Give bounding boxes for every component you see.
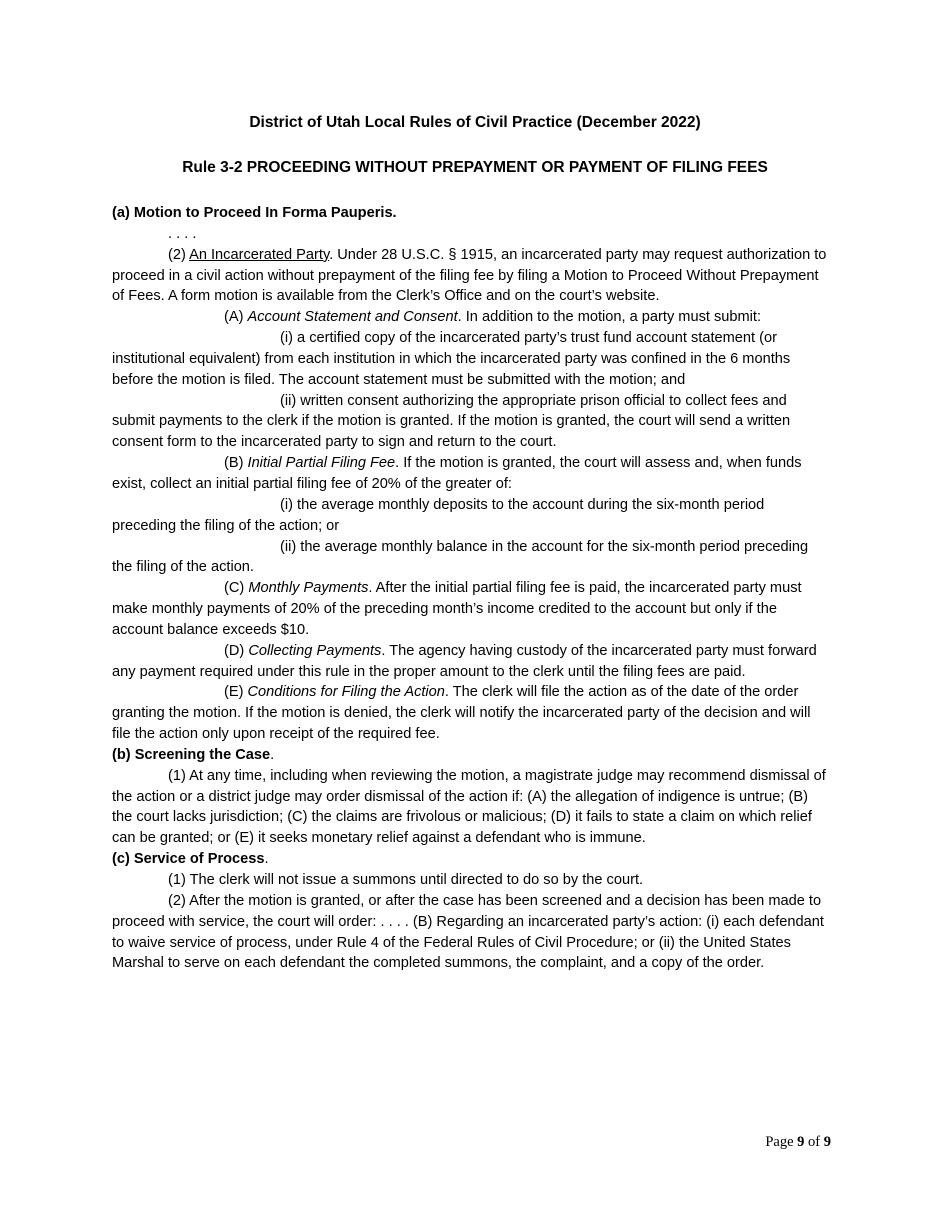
- subparagraph-E: [112, 682, 832, 745]
- rule-title: Rule 3-2 PROCEEDING WITHOUT PREPAYMENT OR PAYMENT OF FILING FEES: [182, 159, 768, 176]
- subparagraph-C-label: (C): [224, 580, 249, 597]
- subparagraph-A-label: (A): [224, 309, 248, 326]
- page-number: 9: [797, 1134, 805, 1150]
- subparagraph-B-title: Initial Partial Filing Fee: [247, 455, 396, 472]
- subparagraph-B-text: . If the motion is granted, the court will assess and, when funds exist, collect an initial partial filing fee of 20% of the greater of:: [112, 455, 802, 492]
- clause-A-ii: (ii) written consent authorizing the appropriate prison official to collect fees and submit payments to the clerk if the motion is granted. If the motion is granted, the court will send a written consent form to the incarcerated party to sign and return to the court.: [112, 392, 791, 451]
- document-body: [112, 203, 832, 974]
- section-c-heading-period: .: [264, 851, 269, 868]
- subparagraph-D-title: Collecting Payments: [248, 642, 382, 659]
- subparagraph-E-text: . The clerk will file the action as of the date of the order granting the motion. If the motion is denied, the clerk will notify the incarcerated party of the decision and will file the action only upon receipt of the required fee.: [112, 684, 811, 743]
- section-b-heading-period: .: [270, 746, 275, 763]
- paragraph-b1: (1) At any time, including when reviewing the motion, a magistrate judge may recommend dismissal of the action or a district judge may order dismissal of the action if: (A) the allegation of indigence is untrue; (B) the court lacks jurisdiction; (C) the claims are frivolous or malicious; (D) it fails to state a claim on which relief can be granted; or (E) it seeks monetary relief against a defendant who is immune.: [112, 767, 826, 847]
- subparagraph-C: [112, 578, 832, 641]
- document-title: District of Utah Local Rules of Civil Practice (December 2022): [249, 114, 701, 131]
- subparagraph-B: [112, 453, 832, 495]
- page-footer: [765, 1134, 831, 1151]
- subparagraph-E-title: Conditions for Filing the Action: [247, 684, 445, 701]
- paragraph-a2-number: (2): [168, 246, 190, 263]
- subparagraph-D: [112, 641, 832, 683]
- clause-A-i: (i) a certified copy of the incarcerated party’s trust fund account statement (or institutional equivalent) from each institution in which the incarcerated party was confined in the 6 months before the motion is filed. The account statement must be submitted with the motion; and: [112, 330, 791, 388]
- paragraph-c2: (2) After the motion is granted, or after the case has been screened and a decision has been made to proceed with service, the court will order: . . . . (B) Regarding an incarcerated party’s action: (i) each defendant to waive service of process, under Rule 4 of the Federal Rules of Civil Procedure; or (ii) the United States Marshal to serve on each defendant the completed summons, the complaint, and a copy of the order.: [112, 892, 824, 972]
- paragraph-c1: (1) The clerk will not issue a summons until directed to do so by the court.: [168, 872, 644, 888]
- subparagraph-C-title: Monthly Payments: [248, 580, 369, 597]
- ellipsis: . . . .: [168, 225, 197, 242]
- page-total: 9: [823, 1134, 831, 1150]
- clause-B-ii: (ii) the average monthly balance in the account for the six-month period preceding the filing of the action.: [112, 538, 809, 576]
- page-word: Page: [765, 1134, 798, 1150]
- subparagraph-A-title: Account Statement and Consent: [247, 309, 458, 326]
- paragraph-a2: [112, 245, 832, 308]
- subparagraph-E-label: (E): [224, 684, 248, 701]
- subparagraph-D-label: (D): [224, 642, 249, 659]
- section-c-heading-text: (c) Service of Process: [112, 851, 265, 868]
- subparagraph-B-label: (B): [224, 455, 248, 472]
- clause-B-i: (i) the average monthly deposits to the account during the six-month period preceding the filing of the action; or: [112, 496, 765, 534]
- subparagraph-A: [112, 307, 832, 328]
- section-b-heading: [112, 745, 832, 766]
- section-c-heading: [112, 849, 832, 870]
- section-b-heading-text: (b) Screening the Case: [112, 746, 271, 763]
- of-word: of: [804, 1134, 824, 1150]
- paragraph-a2-title: An Incarcerated Party: [189, 246, 330, 263]
- subparagraph-A-text: . In addition to the motion, a party must submit:: [457, 309, 762, 326]
- subparagraph-D-text: . The agency having custody of the incarcerated party must forward any payment required under this rule in the proper amount to the clerk until the filing fees are paid.: [112, 642, 817, 680]
- subparagraph-C-text: . After the initial partial filing fee is paid, the incarcerated party must make monthly payments of 20% of the preceding month’s income credited to the account but only if the account balance exceeds $10.: [112, 580, 802, 638]
- section-a-heading: (a) Motion to Proceed In Forma Pauperis.: [112, 205, 397, 221]
- paragraph-a2-text: . Under 28 U.S.C. § 1915, an incarcerated party may request authorization to proceed in a civil action without prepayment of the filing fee by filing a Motion to Proceed Without Prepayment of Fees. A form motion is available from the Clerk’s Office and on the court’s website.: [112, 246, 827, 305]
